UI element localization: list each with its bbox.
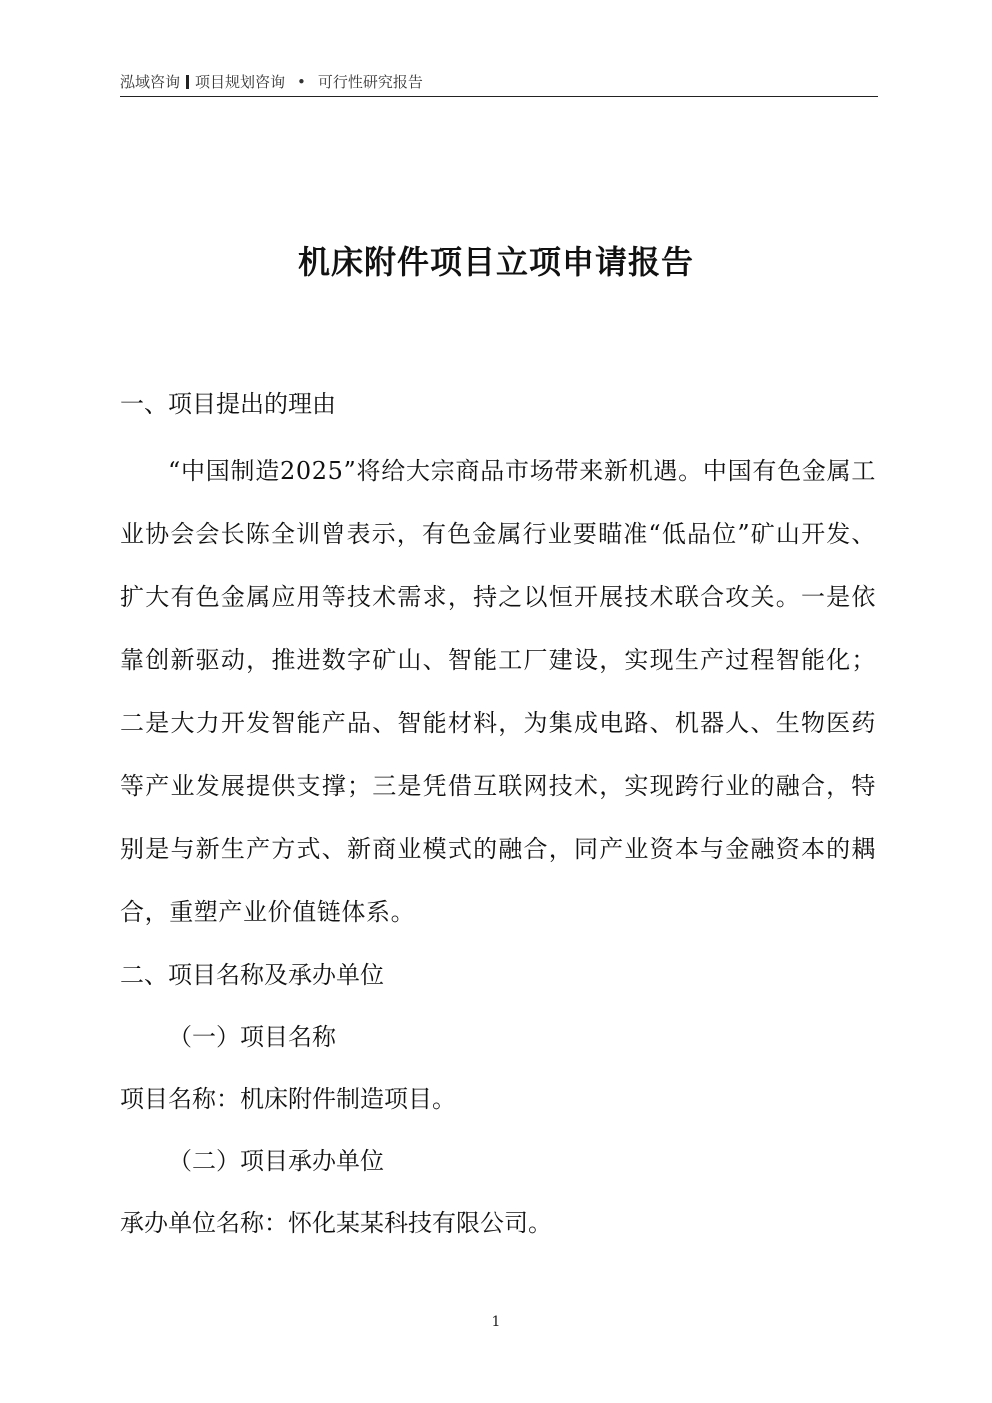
header-separator-bar	[186, 75, 189, 89]
project-name-line: 项目名称：机床附件制造项目。	[120, 1085, 456, 1113]
page-header	[120, 72, 878, 97]
header-category: 可行性研究报告	[317, 73, 423, 91]
organizer-line: 承办单位名称：怀化某某科技有限公司。	[120, 1209, 552, 1237]
section-heading-reasons: 一、项目提出的理由	[120, 390, 336, 418]
page-number: 1	[491, 1314, 501, 1330]
reasons-paragraph: “中国制造2025”将给大宗商品市场带来新机遇。中国有色金属工业协会会长陈全训曾表示，有色金属行业要瞄准“低品位”矿山开发、扩大有色金属应用等技术需求，持之以恒开展技术联合攻关。一是依靠创新驱动，推进数字矿山、智能工厂建设，实现生产过程智能化；二是大力开发智能产品、智能材料，为集成电路、机器人、生物医药等产业发展提供支撑；三是凭借互联网技术，实现跨行业的融合，特别是与新生产方式、新商业模式的融合，同产业资本与金融资本的耦合，重塑产业价值链体系。	[120, 457, 876, 926]
subheading-organizer: （二）项目承办单位	[168, 1147, 384, 1175]
section-heading-name-and-org: 二、项目名称及承办单位	[120, 961, 384, 989]
header-service: 项目规划咨询	[195, 73, 286, 91]
header-company: 泓域咨询	[120, 73, 181, 91]
header-dot: •	[297, 73, 306, 91]
subheading-project-name: （一）项目名称	[168, 1023, 336, 1051]
document-body	[120, 376, 876, 1254]
document-title: 机床附件项目立项申请报告	[297, 243, 694, 281]
